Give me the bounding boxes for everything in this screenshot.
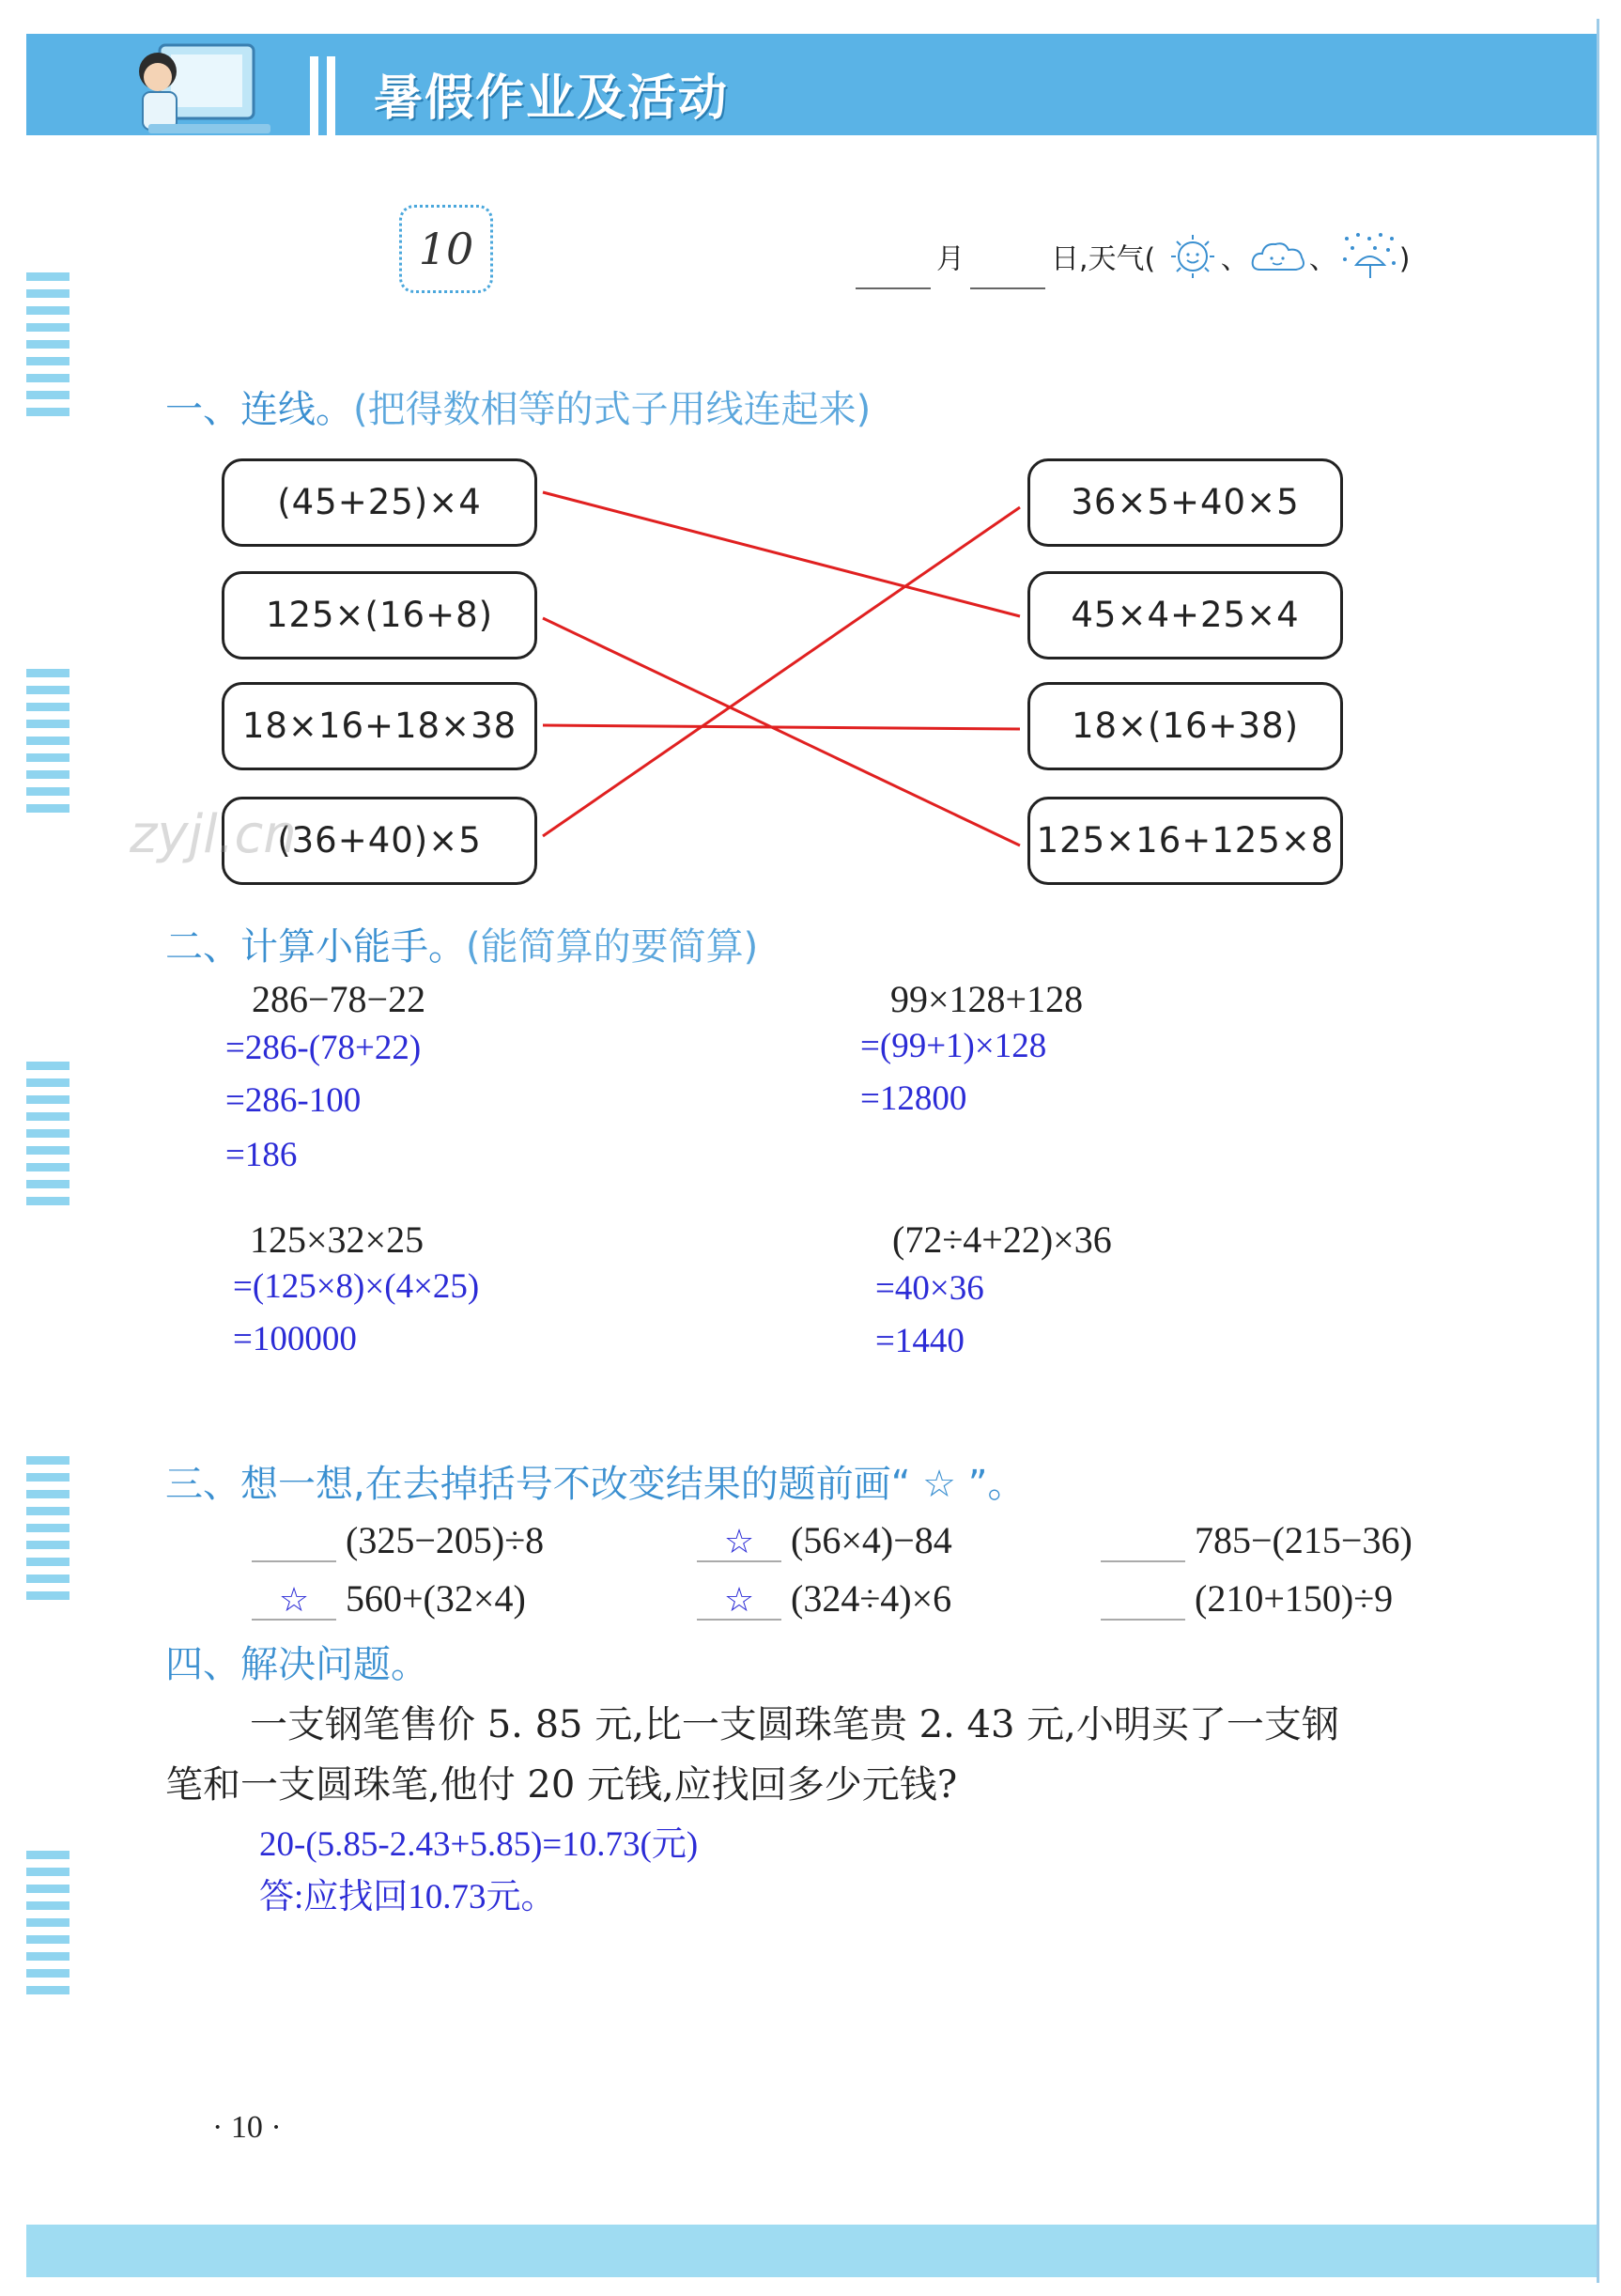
side-dash-group xyxy=(26,1851,69,2003)
bracket-item xyxy=(697,1576,951,1621)
page-number: · 10 · xyxy=(212,2110,282,2145)
bracket-expression: (325−205)÷8 xyxy=(346,1519,545,1561)
sun-icon xyxy=(1165,233,1221,287)
day-blank[interactable] xyxy=(970,287,1045,289)
calc-step: =(125×8)×(4×25) xyxy=(233,1267,480,1306)
calc-step: =12800 xyxy=(860,1079,967,1118)
separator: 、 xyxy=(1308,242,1337,276)
section1-instruction: (把得数相等的式子用线连起来) xyxy=(353,388,872,431)
section4-heading: 四、解决问题。 xyxy=(165,1643,428,1686)
calc-step: =286-(78+22) xyxy=(225,1029,422,1067)
match-right-item[interactable]: 18×(16+38) xyxy=(1027,682,1343,770)
calc-expression: 286−78−22 xyxy=(252,978,426,1020)
section2-title: 二、计算小能手。 xyxy=(165,925,466,969)
calc-step: =1440 xyxy=(875,1322,965,1360)
bracket-item xyxy=(1101,1576,1393,1621)
separator: 、 xyxy=(1220,242,1249,276)
bracket-item xyxy=(252,1576,526,1621)
word-problem-line: 一支钢笔售价 5. 85 元,比一支圆珠笔贵 2. 43 元,小明买了一支钢 xyxy=(250,1703,1339,1746)
star-answer-blank[interactable]: ☆ xyxy=(697,1581,781,1621)
calc-step: =286-100 xyxy=(225,1081,362,1120)
calc-step: =100000 xyxy=(233,1320,357,1358)
calc-step: =186 xyxy=(225,1136,298,1174)
match-line xyxy=(543,725,1020,729)
lesson-number-badge: 10 xyxy=(399,205,493,293)
word-problem-line: 笔和一支圆珠笔,他付 20 元钱,应找回多少元钱? xyxy=(165,1763,958,1807)
bracket-item xyxy=(697,1518,952,1562)
calc-expression: 99×128+128 xyxy=(890,978,1084,1020)
star-answer-blank[interactable] xyxy=(252,1523,336,1562)
match-left-item[interactable]: (45+25)×4 xyxy=(222,458,537,547)
section2-heading xyxy=(165,917,758,970)
header-divider-bars xyxy=(310,56,347,135)
answer-formula: 20-(5.85-2.43+5.85)=10.73(元) xyxy=(259,1825,699,1864)
mascot-illustration xyxy=(122,34,282,137)
match-right-item[interactable]: 45×4+25×4 xyxy=(1027,571,1343,659)
side-dash-group xyxy=(26,669,69,821)
footer-strip xyxy=(26,2225,1597,2277)
bracket-expression: (210+150)÷9 xyxy=(1195,1577,1394,1620)
bracket-item xyxy=(252,1518,544,1562)
bracket-expression: 785−(215−36) xyxy=(1195,1519,1413,1561)
page-edge-rule xyxy=(1597,19,1599,2283)
calc-step: =40×36 xyxy=(875,1269,984,1308)
month-label: 月 xyxy=(936,242,965,276)
header-title: 暑假作业及活动 xyxy=(374,70,730,127)
star-answer-blank[interactable]: ☆ xyxy=(697,1523,781,1562)
cloud-icon xyxy=(1249,236,1309,285)
answer-sentence: 答:应找回10.73元。 xyxy=(259,1878,556,1916)
date-weather-line xyxy=(850,231,1411,289)
day-label: 日 xyxy=(1051,242,1079,276)
star-answer-blank[interactable]: ☆ xyxy=(252,1581,336,1621)
side-dash-group xyxy=(26,1062,69,1214)
match-line xyxy=(543,618,1020,845)
star-answer-blank[interactable] xyxy=(1101,1523,1185,1562)
weather-label: ,天气( xyxy=(1079,242,1156,276)
match-right-item[interactable]: 125×16+125×8 xyxy=(1027,797,1343,885)
rain-icon xyxy=(1337,231,1399,289)
star-answer-blank[interactable] xyxy=(1101,1581,1185,1621)
section3-heading: 三、想一想,在去掉括号不改变结果的题前画“ ☆ ”。 xyxy=(165,1463,1026,1506)
section2-instruction: (能简算的要简算) xyxy=(466,925,759,969)
match-right-item[interactable]: 36×5+40×5 xyxy=(1027,458,1343,547)
match-line xyxy=(543,492,1020,616)
watermark: zyjl.cn xyxy=(130,804,297,865)
bracket-expression: (56×4)−84 xyxy=(791,1519,952,1561)
calc-expression: (72÷4+22)×36 xyxy=(892,1218,1112,1261)
match-left-item[interactable]: 18×16+18×38 xyxy=(222,682,537,770)
match-line xyxy=(543,507,1020,836)
side-dash-group xyxy=(26,272,69,425)
month-blank[interactable] xyxy=(856,287,931,289)
section1-heading xyxy=(165,380,871,433)
bracket-expression: (324÷4)×6 xyxy=(791,1577,952,1620)
calc-expression: 125×32×25 xyxy=(250,1218,425,1261)
bracket-expression: 560+(32×4) xyxy=(346,1577,526,1620)
section1-title: 一、连线。 xyxy=(165,388,353,431)
weather-close: ) xyxy=(1398,242,1411,276)
bracket-item xyxy=(1101,1518,1413,1562)
side-dash-group xyxy=(26,1456,69,1608)
calc-step: =(99+1)×128 xyxy=(860,1027,1047,1065)
match-left-item[interactable]: 125×(16+8) xyxy=(222,571,537,659)
match-left-item[interactable]: (36+40)×5 xyxy=(222,797,537,885)
